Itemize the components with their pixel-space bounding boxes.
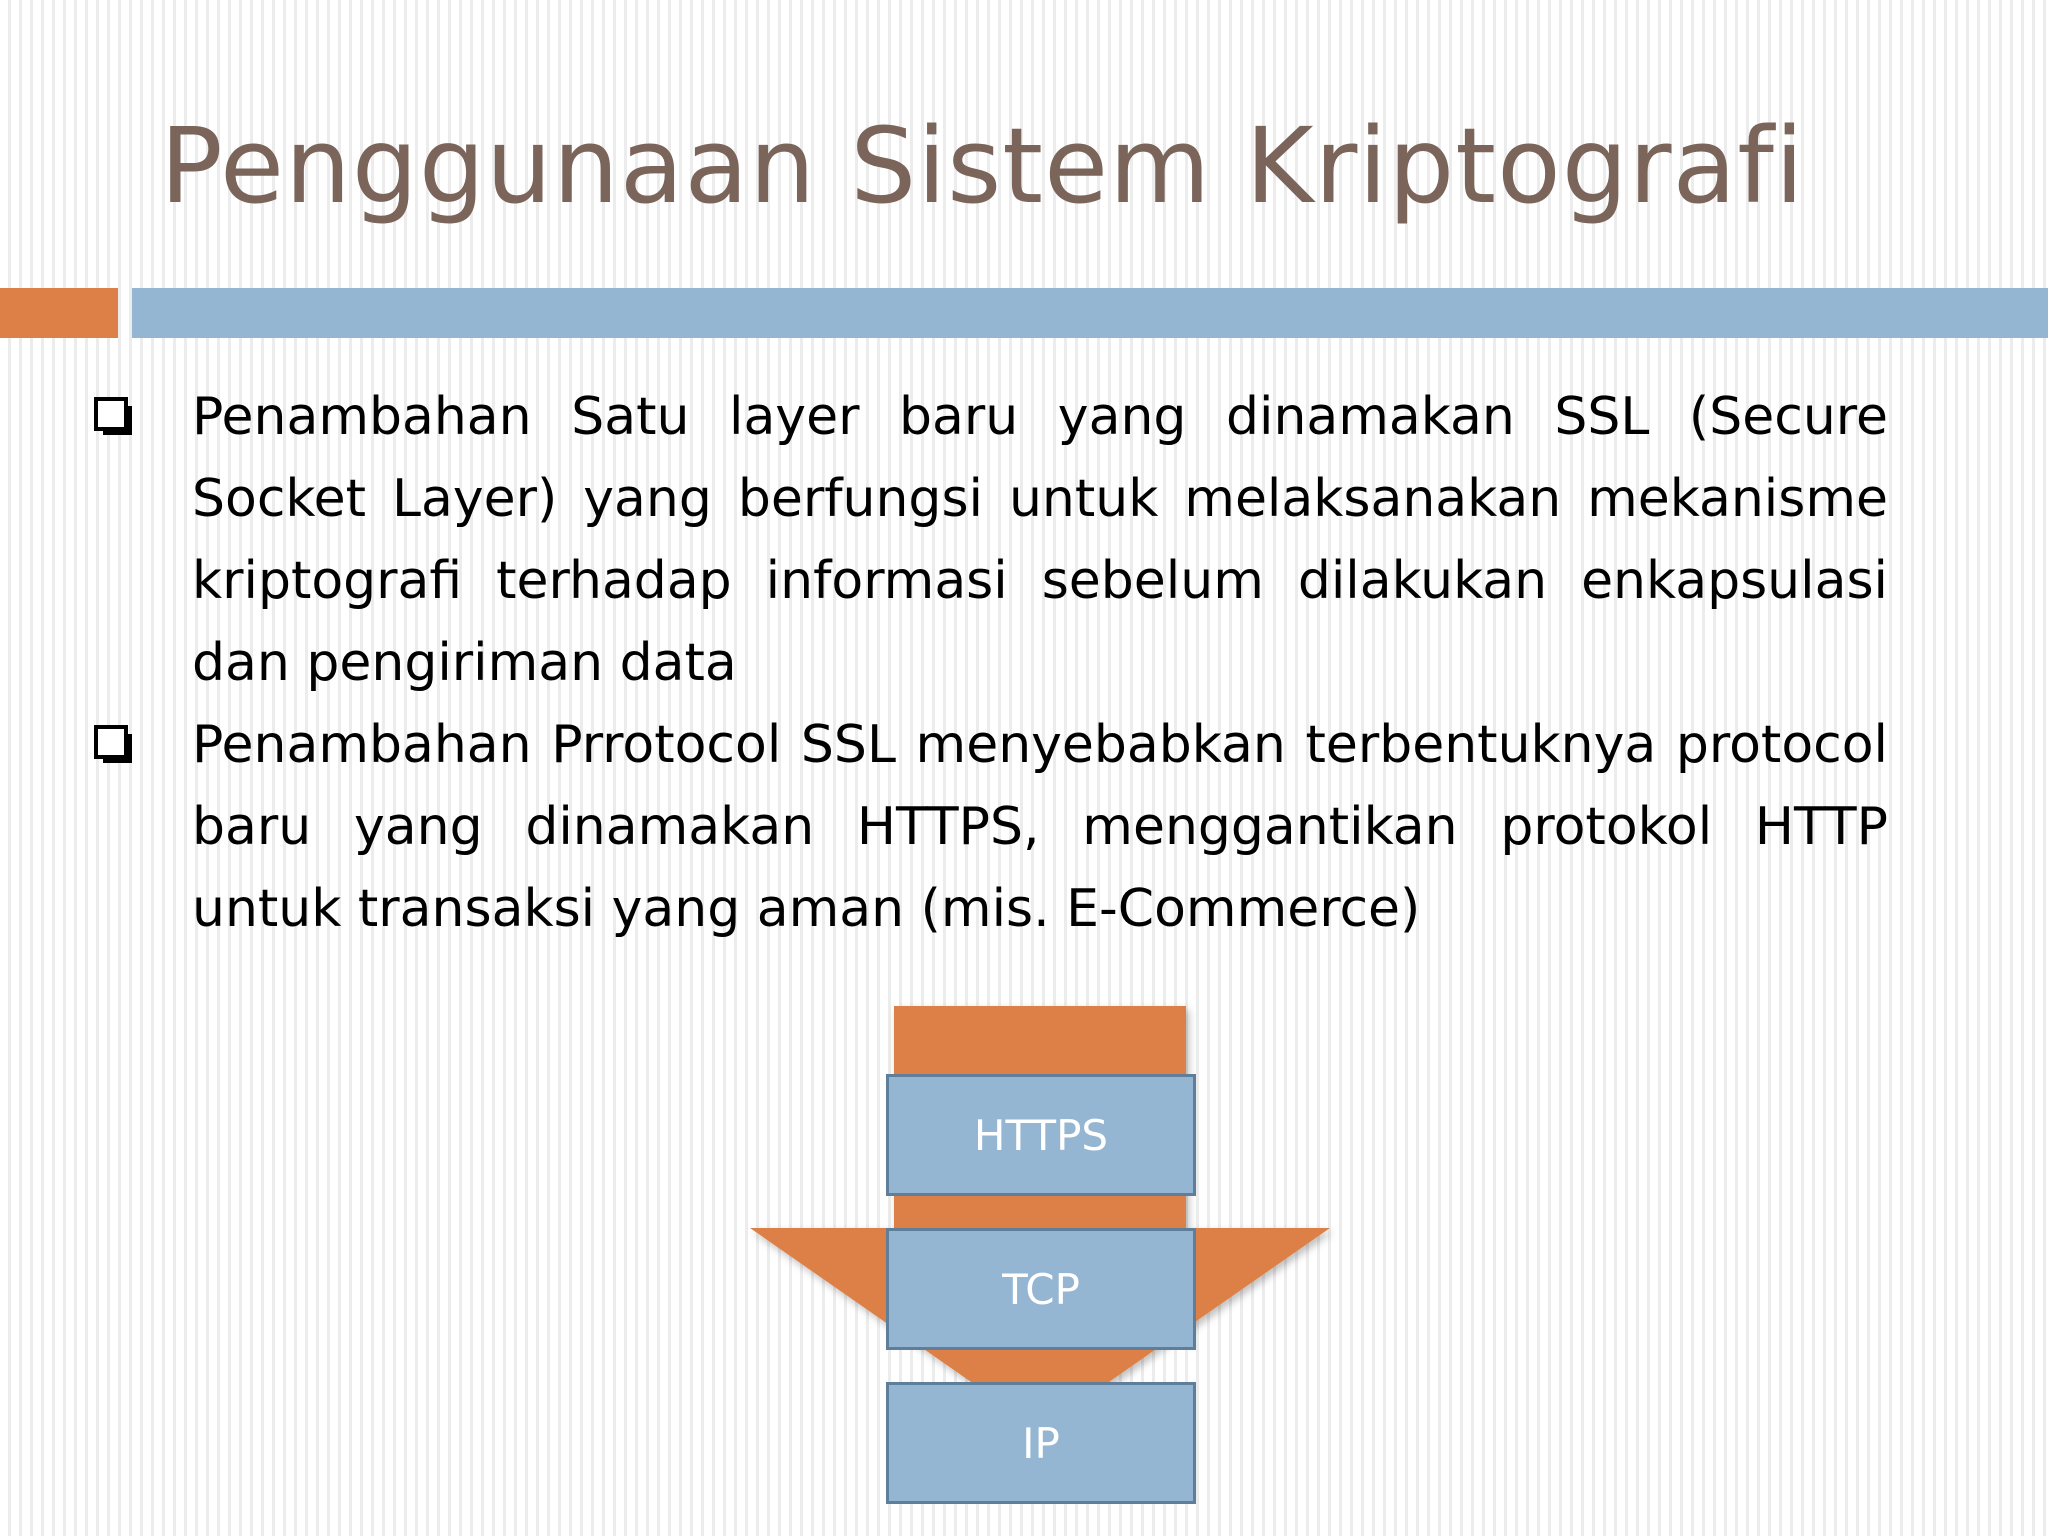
layer-https: HTTPS: [886, 1074, 1196, 1196]
layer-ip: IP: [886, 1382, 1196, 1504]
hollow-square-bullet-icon: [94, 397, 132, 435]
slide-title: Penggunaan Sistem Kriptografi: [160, 105, 1805, 227]
protocol-stack-diagram: [740, 1000, 1340, 1520]
bullet-item-ssl: [192, 376, 1888, 704]
bullet-text-https: Penambahan Prrotocol SSL menyebabkan terbentuknya protocol baru yang dinamakan HTTPS, menggantikan protokol HTTP untuk transaksi yang aman (mis. E-Commerce): [192, 715, 1888, 939]
hollow-square-bullet-icon: [94, 725, 132, 763]
bullet-list: [0, 376, 2048, 950]
bullet-text-ssl: Penambahan Satu layer baru yang dinamakan SSL (Secure Socket Layer) yang berfungsi untuk melaksanakan mekanisme kriptografi terhadap informasi sebelum dilakukan enkapsulasi dan pengiriman data: [192, 387, 1888, 693]
bullet-item-https: [192, 704, 1888, 950]
layer-tcp: TCP: [886, 1228, 1196, 1350]
accent-bar-orange: [0, 288, 118, 338]
accent-bar-blue: [132, 288, 2048, 338]
